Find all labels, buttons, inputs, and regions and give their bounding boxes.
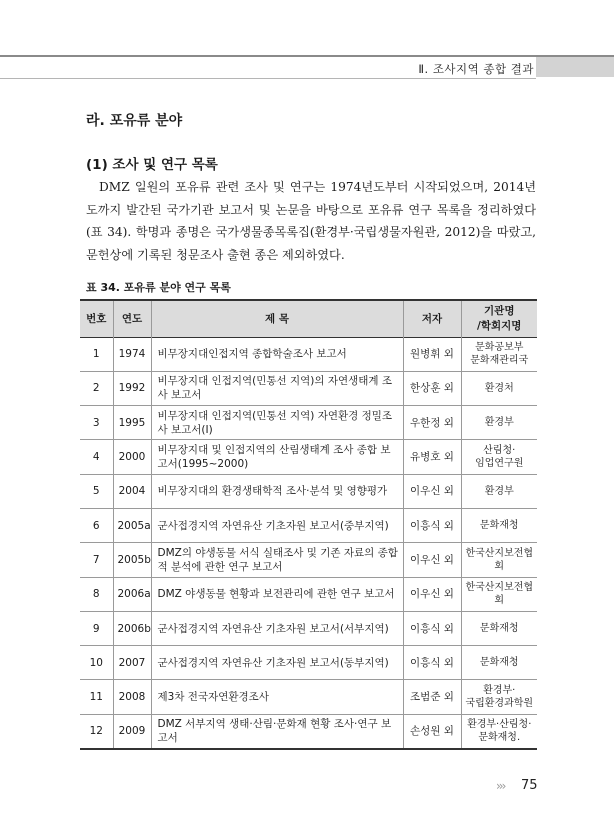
cell-org: 문화재청 (461, 611, 537, 645)
cell-no: 7 (92, 553, 100, 566)
cell-org: 환경처 (461, 371, 537, 405)
page-number: 75 (521, 778, 538, 793)
running-title: Ⅱ. 조사지역 종합 결과 (418, 62, 534, 76)
cell-no: 11 (89, 691, 103, 704)
table-row (80, 371, 537, 405)
cell-author: 이흥식 외 (403, 508, 461, 542)
cell-title: DMZ의 야생동물 서식 실태조사 및 기존 자료의 종합적 분석에 관한 연구 보고서 (151, 543, 403, 577)
cell-title: 비무장지대 및 인접지역의 산림생태계 조사 종합 보고서(1995~2000) (151, 440, 403, 474)
cell-author: 이우신 외 (403, 543, 461, 577)
cell-author: 이우신 외 (403, 474, 461, 508)
table-row (80, 508, 537, 542)
section-subtitle: (1) 조사 및 연구 목록 (86, 157, 218, 173)
cell-author: 한상훈 외 (403, 371, 461, 405)
cell-title: 비무장지대 인접지역(민통선 지역) 자연환경 정밀조사 보고서(Ⅰ) (151, 406, 403, 440)
cell-no: 4 (92, 451, 100, 464)
cell-title: 군사접경지역 자연유산 기초자원 보고서(동부지역) (151, 646, 403, 680)
table-row (80, 543, 537, 577)
cell-no: 12 (89, 725, 103, 738)
table-row (80, 337, 537, 371)
cell-author: 우한정 외 (403, 406, 461, 440)
cell-title: DMZ 서부지역 생태·산림·문화재 현황 조사·연구 보고서 (151, 714, 403, 748)
cell-no: 1 (92, 348, 100, 361)
cell-title: 비무장지대 인접지역(민통선 지역)의 자연생태계 조사 보고서 (151, 371, 403, 405)
cell-title: 제3차 전국자연환경조사 (151, 680, 403, 714)
table-header-row (80, 300, 537, 337)
cell-org: 환경부 (461, 406, 537, 440)
cell-author: 이흥식 외 (403, 646, 461, 680)
cell-year: 1995 (113, 406, 151, 440)
header-underline (0, 78, 536, 79)
table-row (80, 714, 537, 748)
cell-no: 6 (92, 519, 100, 532)
cell-no: 9 (92, 622, 100, 635)
cell-no: 10 (89, 656, 103, 669)
research-list-table (80, 299, 537, 750)
table-row (80, 577, 537, 611)
cell-year: 1992 (113, 371, 151, 405)
cell-title: 군사접경지역 자연유산 기초자원 보고서(중부지역) (151, 508, 403, 542)
table-row (80, 406, 537, 440)
table-row (80, 680, 537, 714)
cell-no: 5 (92, 485, 100, 498)
header-author: 저자 (403, 300, 461, 337)
cell-org: 문화공보부 문화재관리국 (461, 337, 537, 371)
cell-author: 이우신 외 (403, 577, 461, 611)
cell-no: 2 (92, 382, 100, 395)
cell-author: 이흥식 외 (403, 611, 461, 645)
header-title (151, 300, 403, 337)
table-caption: 표 34. 포유류 분야 연구 목록 (86, 281, 231, 294)
cell-no: 8 (92, 588, 100, 601)
cell-year: 2004 (113, 474, 151, 508)
cell-title: 비무장지대의 환경생태학적 조사·분석 및 영향평가 (151, 474, 403, 508)
header-title-text: 제 목 (265, 313, 289, 326)
cell-year: 2000 (113, 440, 151, 474)
cell-org: 환경부·산림청· 문화재청. (461, 714, 537, 748)
cell-author: 원병휘 외 (403, 337, 461, 371)
header-year: 연도 (113, 300, 151, 337)
cell-org: 문화재청 (461, 646, 537, 680)
cell-author: 조범준 외 (403, 680, 461, 714)
cell-year: 2008 (113, 680, 151, 714)
header-accent-block (536, 57, 614, 77)
cell-title: 비무장지대인접지역 종합학술조사 보고서 (151, 337, 403, 371)
cell-org: 환경부 (461, 474, 537, 508)
cell-year: 2005b (113, 543, 151, 577)
body-paragraph: DMZ 일원의 포유류 관련 조사 및 연구는 1974년도부터 시작되었으며, 2014년도까지 발간된 국가기관 보고서 및 논문을 바탕으로 포유류 연구 목록을 정리하였다(표 34). 학명과 종명은 국가생물종목록집(환경부·국립생물자원관, 2012)을 따랐고, 문헌상에 기록된 청문조사 출현 종은 제외하였다. (86, 180, 536, 262)
table-row (80, 611, 537, 645)
cell-year: 2009 (113, 714, 151, 748)
table-row (80, 646, 537, 680)
cell-year: 2006a (113, 577, 151, 611)
cell-org: 한국산지보전협회 (461, 577, 537, 611)
table-row (80, 474, 537, 508)
cell-author: 손성원 외 (403, 714, 461, 748)
chevrons-icon: ››› (496, 779, 505, 793)
cell-author: 유병호 외 (403, 440, 461, 474)
cell-org: 한국산지보전협회 (461, 543, 537, 577)
header-rule (0, 55, 614, 57)
cell-year: 2007 (113, 646, 151, 680)
cell-org: 산림청· 임업연구원 (461, 440, 537, 474)
cell-title: 군사접경지역 자연유산 기초자원 보고서(서부지역) (151, 611, 403, 645)
header-no: 번호 (86, 313, 107, 326)
header-org: 기관명 /학회지명 (461, 300, 537, 337)
cell-no: 3 (92, 416, 100, 429)
table-row (80, 440, 537, 474)
cell-year: 2005a (113, 508, 151, 542)
section-title: 라. 포유류 분야 (86, 113, 183, 129)
cell-org: 환경부· 국립환경과학원 (461, 680, 537, 714)
cell-year: 1974 (113, 337, 151, 371)
cell-org: 문화재청 (461, 508, 537, 542)
cell-title: DMZ 야생동물 현황과 보전관리에 관한 연구 보고서 (151, 577, 403, 611)
cell-year: 2006b (113, 611, 151, 645)
